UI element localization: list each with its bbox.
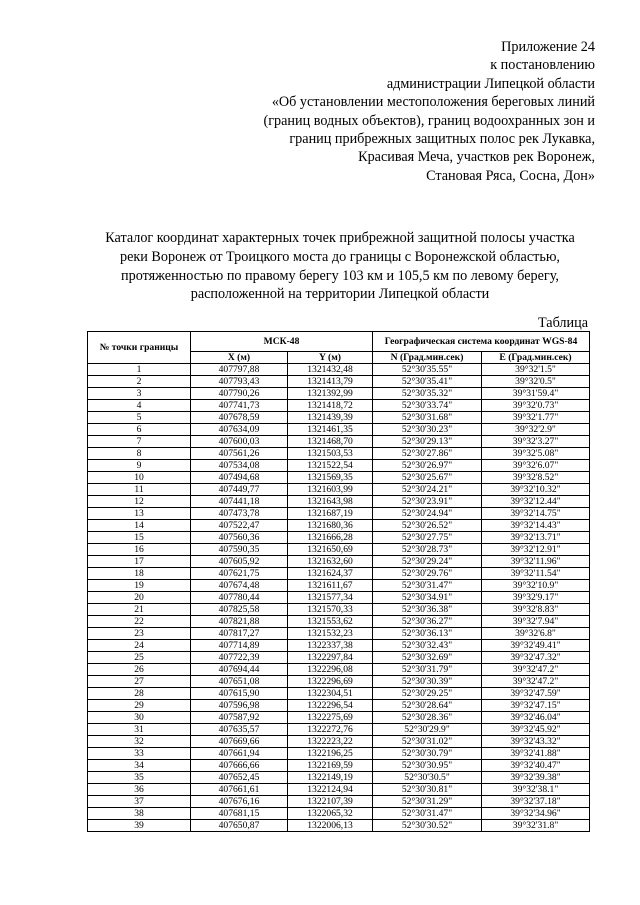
cell-x: 407522,47: [191, 520, 288, 532]
cell-e: 39°32'13.71": [482, 532, 590, 544]
cell-y: 1322107,39: [288, 796, 373, 808]
cell-x: 407793,43: [191, 376, 288, 388]
table-row: [88, 484, 590, 496]
cell-x: 407821,88: [191, 616, 288, 628]
cell-n: 52°30'36.27": [373, 616, 482, 628]
table-row: [88, 784, 590, 796]
cell-n: 52°30'31.47": [373, 808, 482, 820]
cell-point-number: 37: [88, 796, 191, 808]
cell-n: 52°30'26.52": [373, 520, 482, 532]
cell-point-number: 10: [88, 472, 191, 484]
cell-e: 39°32'14.75": [482, 508, 590, 520]
cell-y: 1321569,35: [288, 472, 373, 484]
cell-e: 39°32'47.15": [482, 700, 590, 712]
cell-y: 1321632,60: [288, 556, 373, 568]
table-row: [88, 652, 590, 664]
appendix-line: Красивая Меча, участков рек Воронеж,: [358, 149, 595, 166]
cell-e: 39°32'0.73": [482, 400, 590, 412]
cell-y: 1322297,84: [288, 652, 373, 664]
header-msk48: МСК-48: [191, 332, 373, 352]
cell-n: 52°30'27.86": [373, 448, 482, 460]
cell-point-number: 18: [88, 568, 191, 580]
cell-point-number: 17: [88, 556, 191, 568]
cell-x: 407600,03: [191, 436, 288, 448]
cell-n: 52°30'32.69": [373, 652, 482, 664]
cell-point-number: 23: [88, 628, 191, 640]
cell-n: 52°30'36.13": [373, 628, 482, 640]
cell-n: 52°30'30.52": [373, 820, 482, 832]
cell-n: 52°30'35.32": [373, 388, 482, 400]
cell-e: 39°32'8.52": [482, 472, 590, 484]
cell-e: 39°32'1.5": [482, 364, 590, 376]
cell-x: 407694,44: [191, 664, 288, 676]
cell-e: 39°31'59.4": [482, 388, 590, 400]
cell-x: 407587,92: [191, 712, 288, 724]
table-row: [88, 388, 590, 400]
table-row: [88, 628, 590, 640]
cell-y: 1321680,36: [288, 520, 373, 532]
cell-point-number: 29: [88, 700, 191, 712]
table-row: [88, 820, 590, 832]
cell-x: 407817,27: [191, 628, 288, 640]
cell-y: 1321603,99: [288, 484, 373, 496]
cell-point-number: 34: [88, 760, 191, 772]
cell-point-number: 22: [88, 616, 191, 628]
cell-point-number: 33: [88, 748, 191, 760]
table-row: [88, 676, 590, 688]
cell-n: 52°30'24.94": [373, 508, 482, 520]
cell-x: 407615,90: [191, 688, 288, 700]
cell-x: 407621,75: [191, 568, 288, 580]
cell-point-number: 21: [88, 604, 191, 616]
table-row: [88, 412, 590, 424]
cell-y: 1322296,54: [288, 700, 373, 712]
cell-y: 1322337,38: [288, 640, 373, 652]
table-row: [88, 808, 590, 820]
table-row: [88, 556, 590, 568]
cell-e: 39°32'9.17": [482, 592, 590, 604]
cell-point-number: 4: [88, 400, 191, 412]
cell-x: 407676,16: [191, 796, 288, 808]
table-row: [88, 568, 590, 580]
header-n: N (Град.мин.сек): [373, 352, 482, 364]
cell-x: 407661,94: [191, 748, 288, 760]
cell-e: 39°32'6.07": [482, 460, 590, 472]
cell-e: 39°32'34.96": [482, 808, 590, 820]
cell-point-number: 15: [88, 532, 191, 544]
cell-x: 407666,66: [191, 760, 288, 772]
cell-x: 407669,66: [191, 736, 288, 748]
cell-point-number: 20: [88, 592, 191, 604]
cell-e: 39°32'43.32": [482, 736, 590, 748]
cell-point-number: 9: [88, 460, 191, 472]
appendix-line: границ прибрежных защитных полос рек Лукавка,: [289, 131, 595, 148]
table-row: [88, 400, 590, 412]
table-row: [88, 616, 590, 628]
cell-n: 52°30'30.81": [373, 784, 482, 796]
cell-e: 39°32'10.9": [482, 580, 590, 592]
table-row: [88, 712, 590, 724]
cell-x: 407605,92: [191, 556, 288, 568]
cell-n: 52°30'29.76": [373, 568, 482, 580]
cell-y: 1321468,70: [288, 436, 373, 448]
cell-e: 39°32'1.77": [482, 412, 590, 424]
cell-e: 39°32'49.41": [482, 640, 590, 652]
cell-n: 52°30'25.67": [373, 472, 482, 484]
cell-y: 1321439,39: [288, 412, 373, 424]
cell-y: 1321650,69: [288, 544, 373, 556]
cell-e: 39°32'47.2": [482, 664, 590, 676]
table-row: [88, 748, 590, 760]
cell-y: 1322296,69: [288, 676, 373, 688]
cell-y: 1322272,76: [288, 724, 373, 736]
table-row: [88, 640, 590, 652]
cell-point-number: 36: [88, 784, 191, 796]
appendix-line: администрации Липецкой области: [386, 75, 595, 92]
table-row: [88, 736, 590, 748]
appendix-line: (границ водных объектов), границ водоохранных зон и: [263, 112, 595, 129]
table-row: [88, 592, 590, 604]
cell-e: 39°32'38.1": [482, 784, 590, 796]
cell-x: 407652,45: [191, 772, 288, 784]
table-row: [88, 772, 590, 784]
cell-y: 1322275,69: [288, 712, 373, 724]
cell-e: 39°32'31.8": [482, 820, 590, 832]
cell-y: 1321577,34: [288, 592, 373, 604]
cell-e: 39°32'10.32": [482, 484, 590, 496]
cell-n: 52°30'29.25": [373, 688, 482, 700]
cell-e: 39°32'3.27": [482, 436, 590, 448]
cell-y: 1322223,22: [288, 736, 373, 748]
cell-point-number: 32: [88, 736, 191, 748]
cell-n: 52°30'31.29": [373, 796, 482, 808]
cell-point-number: 30: [88, 712, 191, 724]
cell-point-number: 12: [88, 496, 191, 508]
cell-n: 52°30'30.39": [373, 676, 482, 688]
cell-e: 39°32'8.83": [482, 604, 590, 616]
table-row: [88, 436, 590, 448]
cell-point-number: 28: [88, 688, 191, 700]
cell-y: 1321503,53: [288, 448, 373, 460]
cell-point-number: 1: [88, 364, 191, 376]
cell-n: 52°30'23.91": [373, 496, 482, 508]
cell-n: 52°30'29.9": [373, 724, 482, 736]
cell-x: 407780,44: [191, 592, 288, 604]
table-row: [88, 724, 590, 736]
catalog-title: [60, 229, 620, 304]
cell-y: 1321413,79: [288, 376, 373, 388]
cell-x: 407790,26: [191, 388, 288, 400]
table-label: Таблица: [537, 315, 588, 331]
cell-y: 1321392,99: [288, 388, 373, 400]
cell-x: 407797,88: [191, 364, 288, 376]
cell-e: 39°32'41.88": [482, 748, 590, 760]
header-y: Y (м): [288, 352, 373, 364]
cell-x: 407596,98: [191, 700, 288, 712]
cell-n: 52°30'26.97": [373, 460, 482, 472]
cell-e: 39°32'47.2": [482, 676, 590, 688]
cell-n: 52°30'27.75": [373, 532, 482, 544]
cell-n: 52°30'31.68": [373, 412, 482, 424]
cell-n: 52°30'28.73": [373, 544, 482, 556]
cell-n: 52°30'31.02": [373, 736, 482, 748]
cell-y: 1321532,23: [288, 628, 373, 640]
cell-x: 407722,39: [191, 652, 288, 664]
cell-n: 52°30'30.23": [373, 424, 482, 436]
cell-y: 1321666,28: [288, 532, 373, 544]
cell-point-number: 26: [88, 664, 191, 676]
cell-y: 1321624,37: [288, 568, 373, 580]
cell-y: 1321461,35: [288, 424, 373, 436]
cell-y: 1321418,72: [288, 400, 373, 412]
table-row: [88, 664, 590, 676]
cell-n: 52°30'30.5": [373, 772, 482, 784]
cell-point-number: 8: [88, 448, 191, 460]
table-row: [88, 604, 590, 616]
cell-point-number: 3: [88, 388, 191, 400]
header-x: X (м): [191, 352, 288, 364]
cell-x: 407674,48: [191, 580, 288, 592]
table-row: [88, 496, 590, 508]
catalog-title-line: расположенной на территории Липецкой области: [190, 286, 490, 303]
cell-x: 407650,87: [191, 820, 288, 832]
cell-n: 52°30'35.55": [373, 364, 482, 376]
cell-y: 1322296,08: [288, 664, 373, 676]
appendix-header: [175, 38, 595, 185]
cell-y: 1321570,33: [288, 604, 373, 616]
cell-e: 39°32'12.44": [482, 496, 590, 508]
cell-x: 407441,18: [191, 496, 288, 508]
table-row: [88, 472, 590, 484]
cell-point-number: 13: [88, 508, 191, 520]
cell-x: 407590,35: [191, 544, 288, 556]
cell-y: 1322006,13: [288, 820, 373, 832]
appendix-line: Становая Ряса, Сосна, Дон»: [426, 167, 595, 184]
catalog-title-line: Каталог координат характерных точек прибрежной защитной полосы участка: [105, 230, 575, 246]
cell-x: 407561,26: [191, 448, 288, 460]
table-row: [88, 544, 590, 556]
cell-point-number: 35: [88, 772, 191, 784]
table-body: [88, 364, 590, 832]
cell-point-number: 6: [88, 424, 191, 436]
cell-y: 1322124,94: [288, 784, 373, 796]
cell-n: 52°30'31.47": [373, 580, 482, 592]
cell-e: 39°32'37.18": [482, 796, 590, 808]
cell-n: 52°30'31.79": [373, 664, 482, 676]
cell-e: 39°32'46.04": [482, 712, 590, 724]
table-row: [88, 364, 590, 376]
table-row: [88, 760, 590, 772]
cell-y: 1322196,25: [288, 748, 373, 760]
cell-x: 407741,73: [191, 400, 288, 412]
cell-e: 39°32'39.38": [482, 772, 590, 784]
cell-n: 52°30'36.38": [373, 604, 482, 616]
table-row: [88, 424, 590, 436]
cell-n: 52°30'28.64": [373, 700, 482, 712]
cell-point-number: 5: [88, 412, 191, 424]
appendix-line: «Об установлении местоположения береговых линий: [271, 94, 595, 111]
table-row: [88, 700, 590, 712]
catalog-title-line: реки Воронеж от Троицкого моста до границы с Воронежской областью,: [120, 248, 560, 265]
cell-x: 407634,09: [191, 424, 288, 436]
header-point-number: № точки границы: [88, 332, 191, 364]
cell-point-number: 25: [88, 652, 191, 664]
cell-x: 407825,58: [191, 604, 288, 616]
cell-y: 1322065,32: [288, 808, 373, 820]
cell-x: 407714,89: [191, 640, 288, 652]
cell-n: 52°30'29.24": [373, 556, 482, 568]
table-row: [88, 796, 590, 808]
coordinates-table: [87, 331, 590, 832]
cell-x: 407560,36: [191, 532, 288, 544]
table-row: [88, 508, 590, 520]
cell-n: 52°30'33.74": [373, 400, 482, 412]
cell-n: 52°30'24.21": [373, 484, 482, 496]
cell-y: 1322149,19: [288, 772, 373, 784]
cell-point-number: 7: [88, 436, 191, 448]
cell-x: 407651,08: [191, 676, 288, 688]
table-row: [88, 688, 590, 700]
cell-x: 407449,77: [191, 484, 288, 496]
cell-point-number: 19: [88, 580, 191, 592]
appendix-line: Приложение 24: [501, 39, 595, 55]
cell-y: 1322304,51: [288, 688, 373, 700]
cell-n: 52°30'30.95": [373, 760, 482, 772]
cell-x: 407678,59: [191, 412, 288, 424]
cell-point-number: 31: [88, 724, 191, 736]
cell-e: 39°32'11.96": [482, 556, 590, 568]
cell-n: 52°30'32.43": [373, 640, 482, 652]
cell-y: 1321643,98: [288, 496, 373, 508]
cell-e: 39°32'11.54": [482, 568, 590, 580]
table-row: [88, 448, 590, 460]
cell-y: 1322169,59: [288, 760, 373, 772]
table-row: [88, 376, 590, 388]
cell-e: 39°32'14.43": [482, 520, 590, 532]
cell-x: 407635,57: [191, 724, 288, 736]
cell-x: 407473,78: [191, 508, 288, 520]
cell-y: 1321553,62: [288, 616, 373, 628]
table-row: [88, 460, 590, 472]
cell-x: 407494,68: [191, 472, 288, 484]
catalog-title-line: протяженностью по правому берегу 103 км и 105,5 км по левому берегу,: [121, 267, 559, 284]
cell-e: 39°32'6.8": [482, 628, 590, 640]
header-e: E (Град.мин.сек): [482, 352, 590, 364]
cell-e: 39°32'47.32": [482, 652, 590, 664]
cell-e: 39°32'5.08": [482, 448, 590, 460]
table-row: [88, 532, 590, 544]
table-row: [88, 520, 590, 532]
cell-x: 407534,08: [191, 460, 288, 472]
cell-point-number: 39: [88, 820, 191, 832]
cell-e: 39°32'47.59": [482, 688, 590, 700]
cell-e: 39°32'12.91": [482, 544, 590, 556]
cell-x: 407681,15: [191, 808, 288, 820]
cell-e: 39°32'7.94": [482, 616, 590, 628]
cell-point-number: 38: [88, 808, 191, 820]
cell-e: 39°32'2.9": [482, 424, 590, 436]
header-wgs84: Географическая система координат WGS-84: [373, 332, 590, 352]
cell-point-number: 27: [88, 676, 191, 688]
cell-e: 39°32'40.47": [482, 760, 590, 772]
cell-y: 1321432,48: [288, 364, 373, 376]
cell-n: 52°30'29.13": [373, 436, 482, 448]
cell-e: 39°32'45.92": [482, 724, 590, 736]
cell-y: 1321611,67: [288, 580, 373, 592]
table-row: [88, 580, 590, 592]
cell-point-number: 11: [88, 484, 191, 496]
cell-point-number: 16: [88, 544, 191, 556]
cell-n: 52°30'30.79": [373, 748, 482, 760]
cell-n: 52°30'28.36": [373, 712, 482, 724]
appendix-line: к постановлению: [490, 57, 595, 74]
cell-point-number: 14: [88, 520, 191, 532]
cell-n: 52°30'35.41": [373, 376, 482, 388]
cell-x: 407661,61: [191, 784, 288, 796]
cell-point-number: 2: [88, 376, 191, 388]
cell-point-number: 24: [88, 640, 191, 652]
cell-y: 1321687,19: [288, 508, 373, 520]
cell-y: 1321522,54: [288, 460, 373, 472]
cell-n: 52°30'34.91": [373, 592, 482, 604]
cell-e: 39°32'0.5": [482, 376, 590, 388]
